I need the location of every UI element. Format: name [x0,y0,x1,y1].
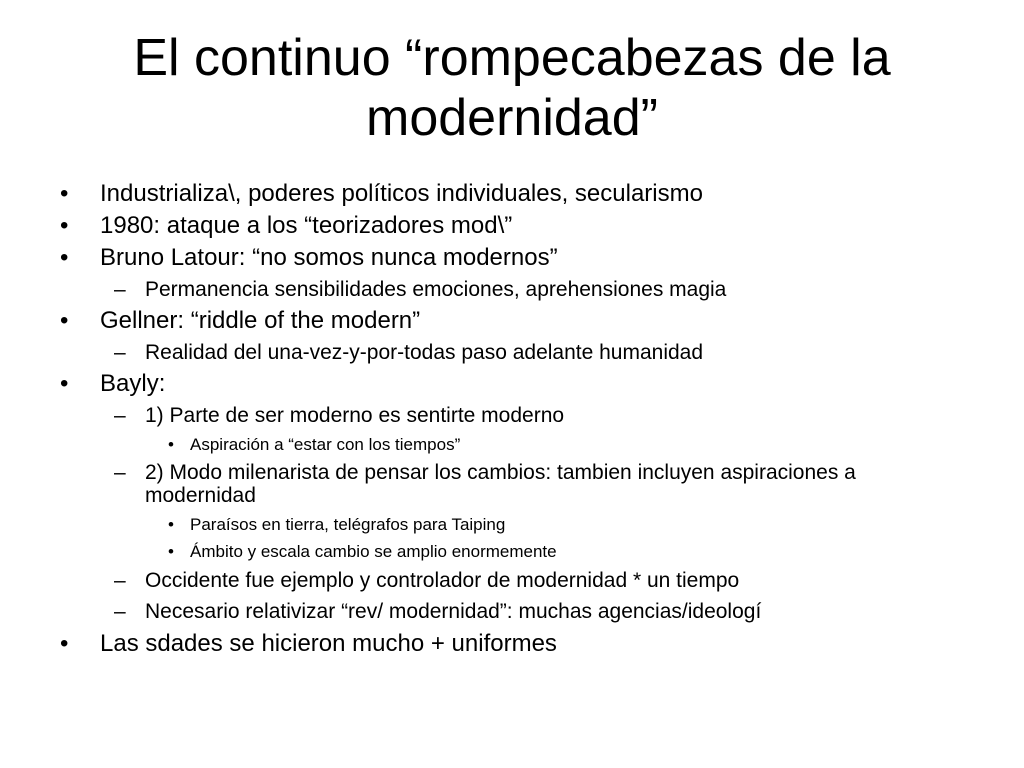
bullet-item [0,178,1024,210]
sub-sub-bullet-text: Ámbito y escala cambio se amplio enormemente [190,542,557,561]
dash-marker: – [114,461,126,484]
sub-bullet-item [0,596,1024,627]
dash-marker: – [114,569,126,592]
bullet-marker: • [60,212,69,239]
sub-bullet-item [0,458,865,511]
sub-bullet-item [0,274,1024,305]
sub-sub-bullet-text: Aspiración a “estar con los tiempos” [190,435,461,454]
bullet-marker: • [60,630,69,657]
sub-bullet-text: Permanencia sensibilidades emociones, aprehensiones magia [145,278,727,301]
bullet-item [0,368,1024,400]
bullet-item [0,305,1024,337]
slide-title-line-2: modernidad” [366,89,658,147]
bullet-item [0,628,1024,660]
bullet-marker: • [60,180,69,207]
bullet-text: Bayly: [100,370,166,397]
bullet-text: Las sdades se hicieron mucho + uniformes [100,630,557,657]
bullet-marker: • [60,244,69,271]
small-bullet-marker: • [168,515,174,534]
bullet-text: Gellner: “riddle of the modern” [100,307,421,334]
small-bullet-marker: • [168,435,174,454]
dash-marker: – [114,404,126,427]
sub-sub-bullet-item [0,538,1024,565]
sub-bullet-text: Occidente fue ejemplo y controlador de modernidad * un tiempo [145,569,740,592]
sub-bullet-text: Realidad del una-vez-y-por-todas paso adelante humanidad [145,341,704,364]
bullet-marker: • [60,307,69,334]
bullet-text: Bruno Latour: “no somos nunca modernos” [100,244,558,271]
sub-bullet-text: Necesario relativizar “rev/ modernidad”: muchas agencias/ideologí [145,600,762,623]
dash-marker: – [114,341,126,364]
sub-sub-bullet-item [0,431,1024,458]
sub-bullet-item [0,400,1024,431]
small-bullet-marker: • [168,542,174,561]
bullet-item [0,242,1024,274]
dash-marker: – [114,600,126,623]
sub-bullet-item [0,337,1024,368]
slide-title-line-1: El continuo “rompecabezas de la [133,29,891,87]
slide-body [0,178,1024,660]
sub-sub-bullet-text: Paraísos en tierra, telégrafos para Taiping [190,515,506,534]
slide-title [40,28,984,148]
bullet-item [0,210,1024,242]
sub-bullet-text: 2) Modo milenarista de pensar los cambios: tambien incluyen aspiraciones a modernidad [145,461,856,507]
bullet-text: 1980: ataque a los “teorizadores mod\” [100,212,513,239]
sub-bullet-item [0,565,1024,596]
sub-sub-bullet-item [0,511,1024,538]
bullet-marker: • [60,370,69,397]
sub-bullet-text: 1) Parte de ser moderno es sentirte moderno [145,404,565,427]
bullet-text: Industrializa\, poderes políticos individuales, secularismo [100,180,703,207]
dash-marker: – [114,278,126,301]
